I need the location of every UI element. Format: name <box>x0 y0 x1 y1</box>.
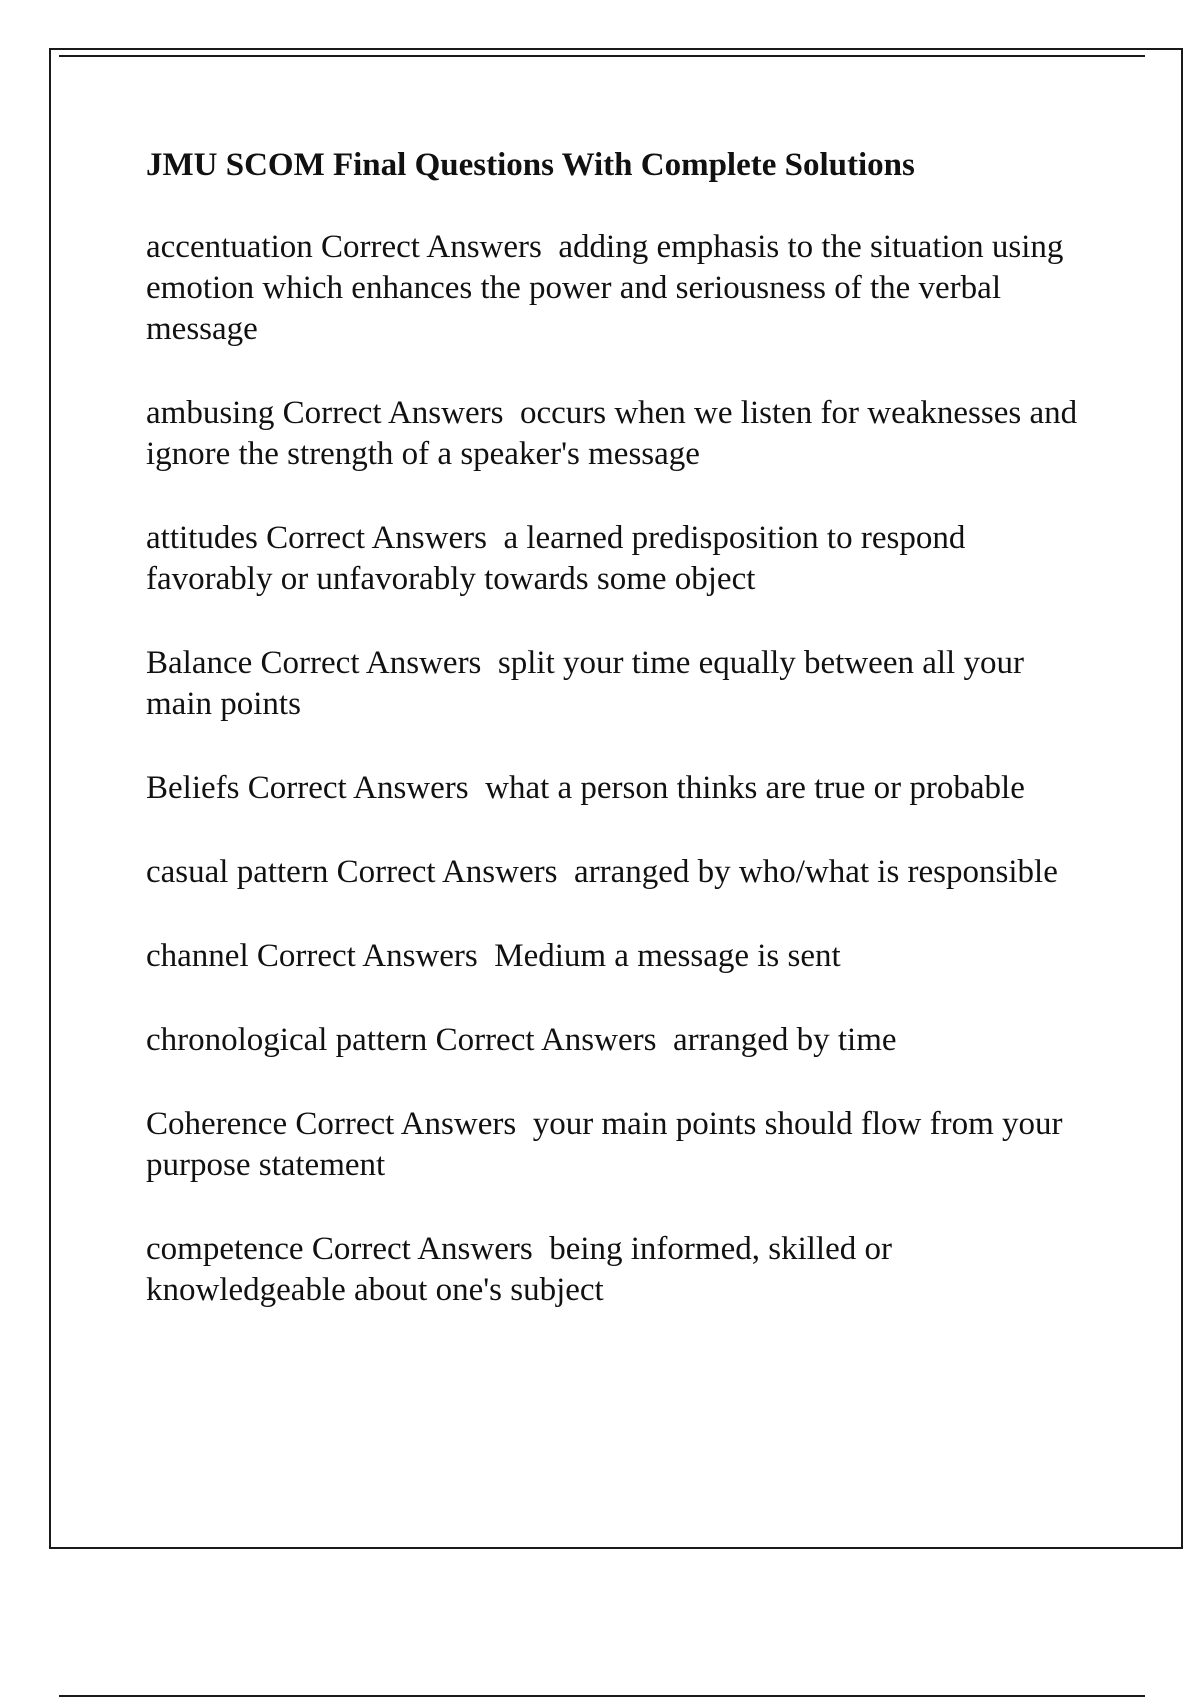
entry-term: accentuation <box>146 229 313 265</box>
entry-definition: arranged by who/what is responsible <box>573 854 1058 890</box>
entry-list <box>146 227 1096 1311</box>
entry-separator: Correct Answers <box>256 938 478 974</box>
entry-separator: Correct Answers <box>321 229 542 265</box>
entry-term: chronological pattern <box>146 1022 428 1058</box>
document-title: JMU SCOM Final Questions With Complete Solutions <box>146 147 915 183</box>
entry-definition: Medium a message is sent <box>494 938 841 974</box>
entry-definition: arranged by time <box>672 1022 897 1058</box>
entry-term: casual pattern <box>146 854 329 890</box>
entry-item <box>146 1020 1096 1061</box>
footer-rule <box>59 1695 1145 1697</box>
entry-item <box>146 518 1096 600</box>
entry-term: Balance <box>146 645 253 681</box>
entry-item <box>146 643 1096 725</box>
entry-definition: a learned predisposition to respond favorably or unfavorably towards some object <box>146 520 966 597</box>
entry-item <box>146 936 1096 977</box>
entry-item <box>146 1229 1096 1311</box>
entry-separator: Correct Answers <box>266 520 487 556</box>
entry-separator: Correct Answers <box>435 1022 657 1058</box>
entry-term: attitudes <box>146 520 258 556</box>
entry-term: Beliefs <box>146 770 240 806</box>
entry-term: channel <box>146 938 249 974</box>
entry-term: Coherence <box>146 1106 288 1142</box>
entry-separator: Correct Answers <box>247 770 469 806</box>
entry-separator: Correct Answers <box>311 1231 533 1267</box>
entry-item <box>146 1104 1096 1186</box>
entry-separator: Correct Answers <box>260 645 482 681</box>
entry-item <box>146 852 1096 893</box>
entry-term: competence <box>146 1231 304 1267</box>
entry-separator: Correct Answers <box>282 395 504 431</box>
entry-definition: adding emphasis to the situation using emotion which enhances the power and seriousness of the verbal message <box>146 229 1064 347</box>
document-body <box>146 140 1096 1354</box>
entry-definition: your main points should flow from your purpose statement <box>146 1106 1063 1183</box>
entry-definition: what a person thinks are true or probable <box>485 770 1025 806</box>
entry-term: ambusing <box>146 395 275 431</box>
header-rule <box>59 55 1145 57</box>
entry-definition: split your time equally between all your main points <box>146 645 1024 722</box>
entry-item <box>146 393 1096 475</box>
entry-item <box>146 768 1096 809</box>
entry-separator: Correct Answers <box>295 1106 517 1142</box>
entry-item <box>146 227 1096 350</box>
entry-definition: being informed, skilled or knowledgeable about one's subject <box>146 1231 892 1308</box>
entry-definition: occurs when we listen for weaknesses and ignore the strength of a speaker's message <box>146 395 1078 472</box>
entry-separator: Correct Answers <box>336 854 558 890</box>
